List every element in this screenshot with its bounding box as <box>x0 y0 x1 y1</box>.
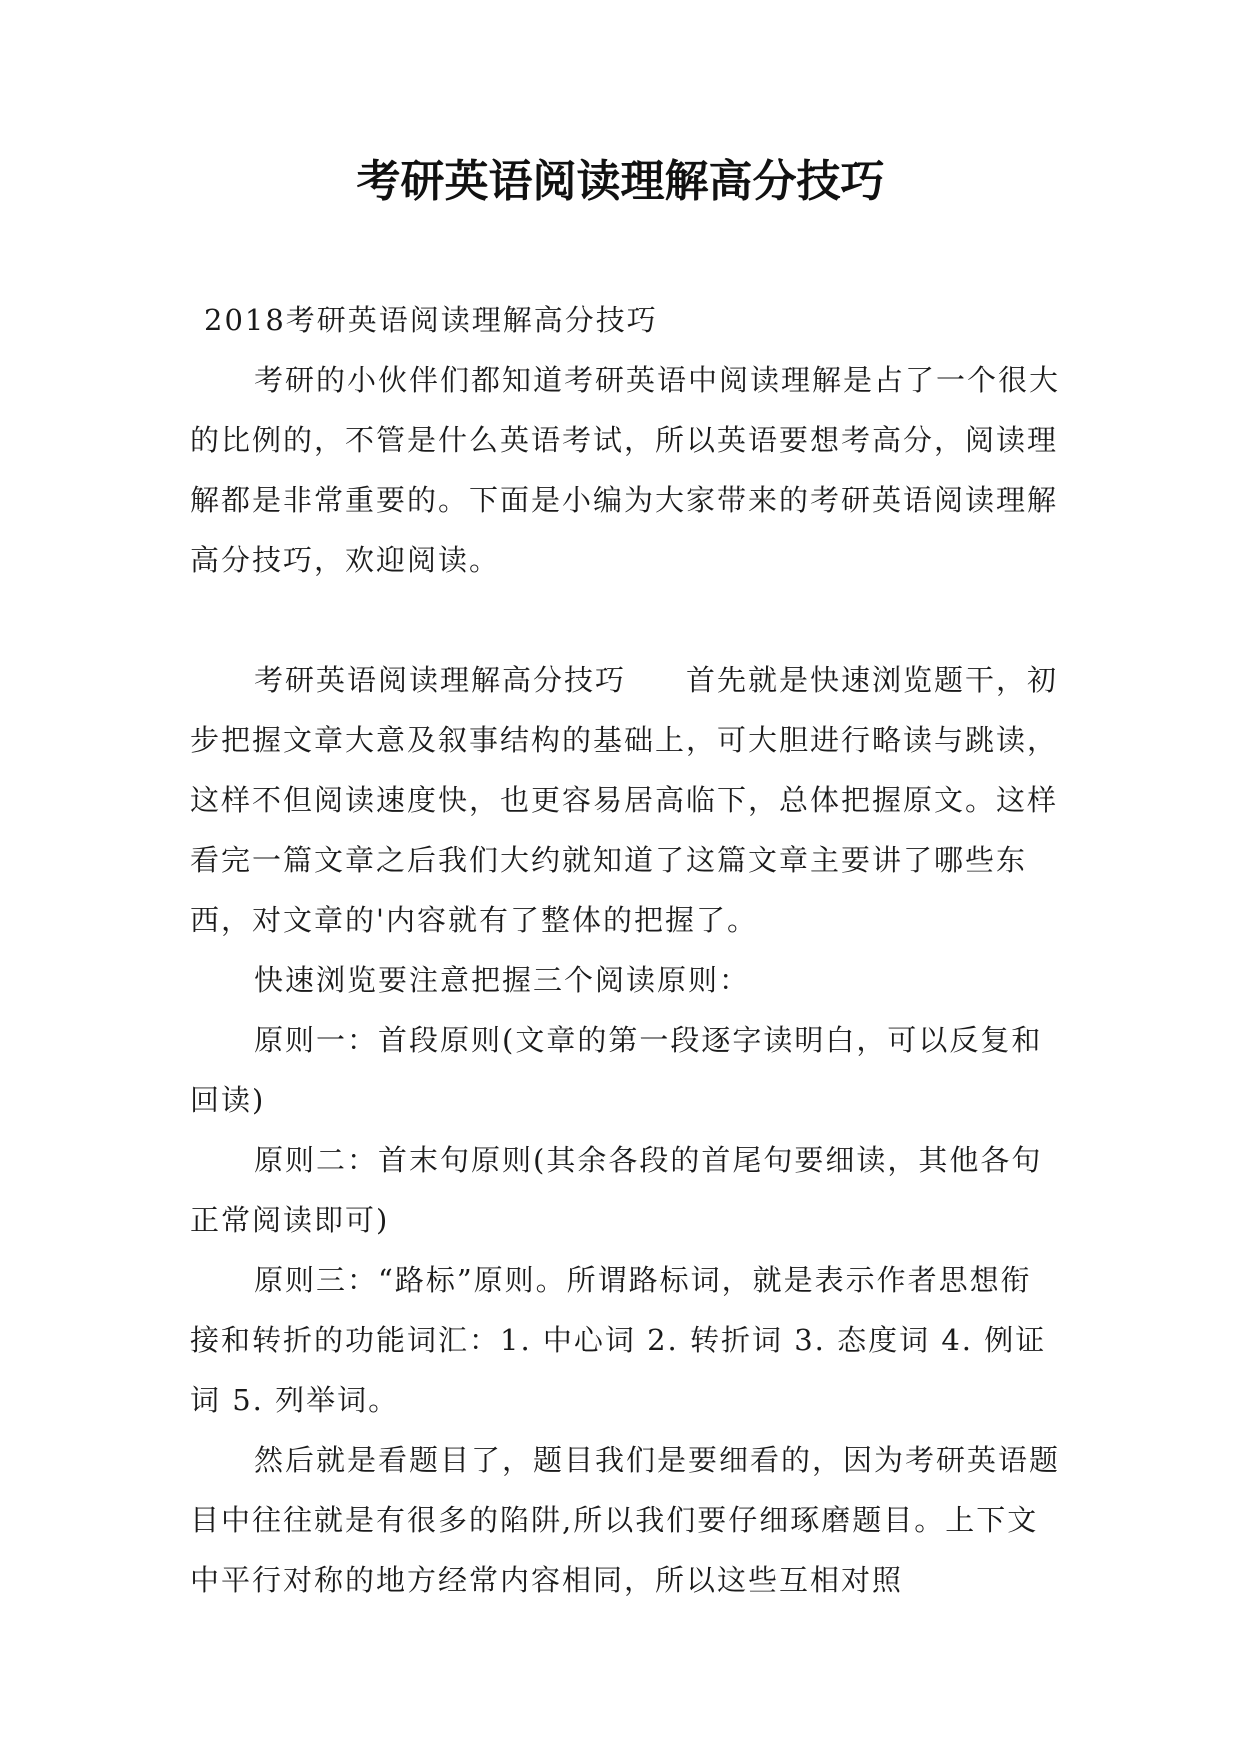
principle-3: 原则三：“路标”原则。所谓路标词，就是表示作者思想衔接和转折的功能词汇：1. 中心词 2. 转折词 3. 态度词 4. 例证词 5. 列举词。 <box>190 1263 1047 1417</box>
section-heading: 考研英语阅读理解高分技巧 <box>254 663 627 697</box>
section-text: 首先就是快速浏览题干，初步把握文章大意及叙事结构的基础上，可大胆进行略读与跳读，这样不但阅读速度快，也更容易居高临下，总体把握原文。这样看完一篇文章之后我们大约就知道了这篇文章主要讲了哪些东西，对文章的'内容就有了整体的把握了。 <box>190 663 1059 937</box>
document-subtitle: 2018考研英语阅读理解高分技巧 <box>204 303 658 337</box>
document-title: 考研英语阅读理解高分技巧 <box>356 156 885 207</box>
principles-intro: 快速浏览要注意把握三个阅读原则： <box>254 963 751 997</box>
section-paragraph <box>190 650 1060 950</box>
intro-paragraph: 考研的小伙伴们都知道考研英语中阅读理解是占了一个很大的比例的，不管是什么英语考试，所以英语要想考高分，阅读理解都是非常重要的。下面是小编为大家带来的考研英语阅读理解高分技巧，欢迎阅读。 <box>190 363 1061 577</box>
principle-1: 原则一：首段原则(文章的第一段逐字读明白，可以反复和回读) <box>190 1023 1043 1117</box>
closing-paragraph: 然后就是看题目了，题目我们是要细看的，因为考研英语题目中往往就是有很多的陷阱,所以我们要仔细琢磨题目。上下文中平行对称的地方经常内容相同，所以这些互相对照 <box>190 1443 1061 1597</box>
paragraph-gap <box>190 590 1060 650</box>
principle-2: 原则二：首末句原则(其余各段的首尾句要细读，其他各句正常阅读即可) <box>190 1143 1043 1237</box>
document-body <box>190 290 1060 1610</box>
